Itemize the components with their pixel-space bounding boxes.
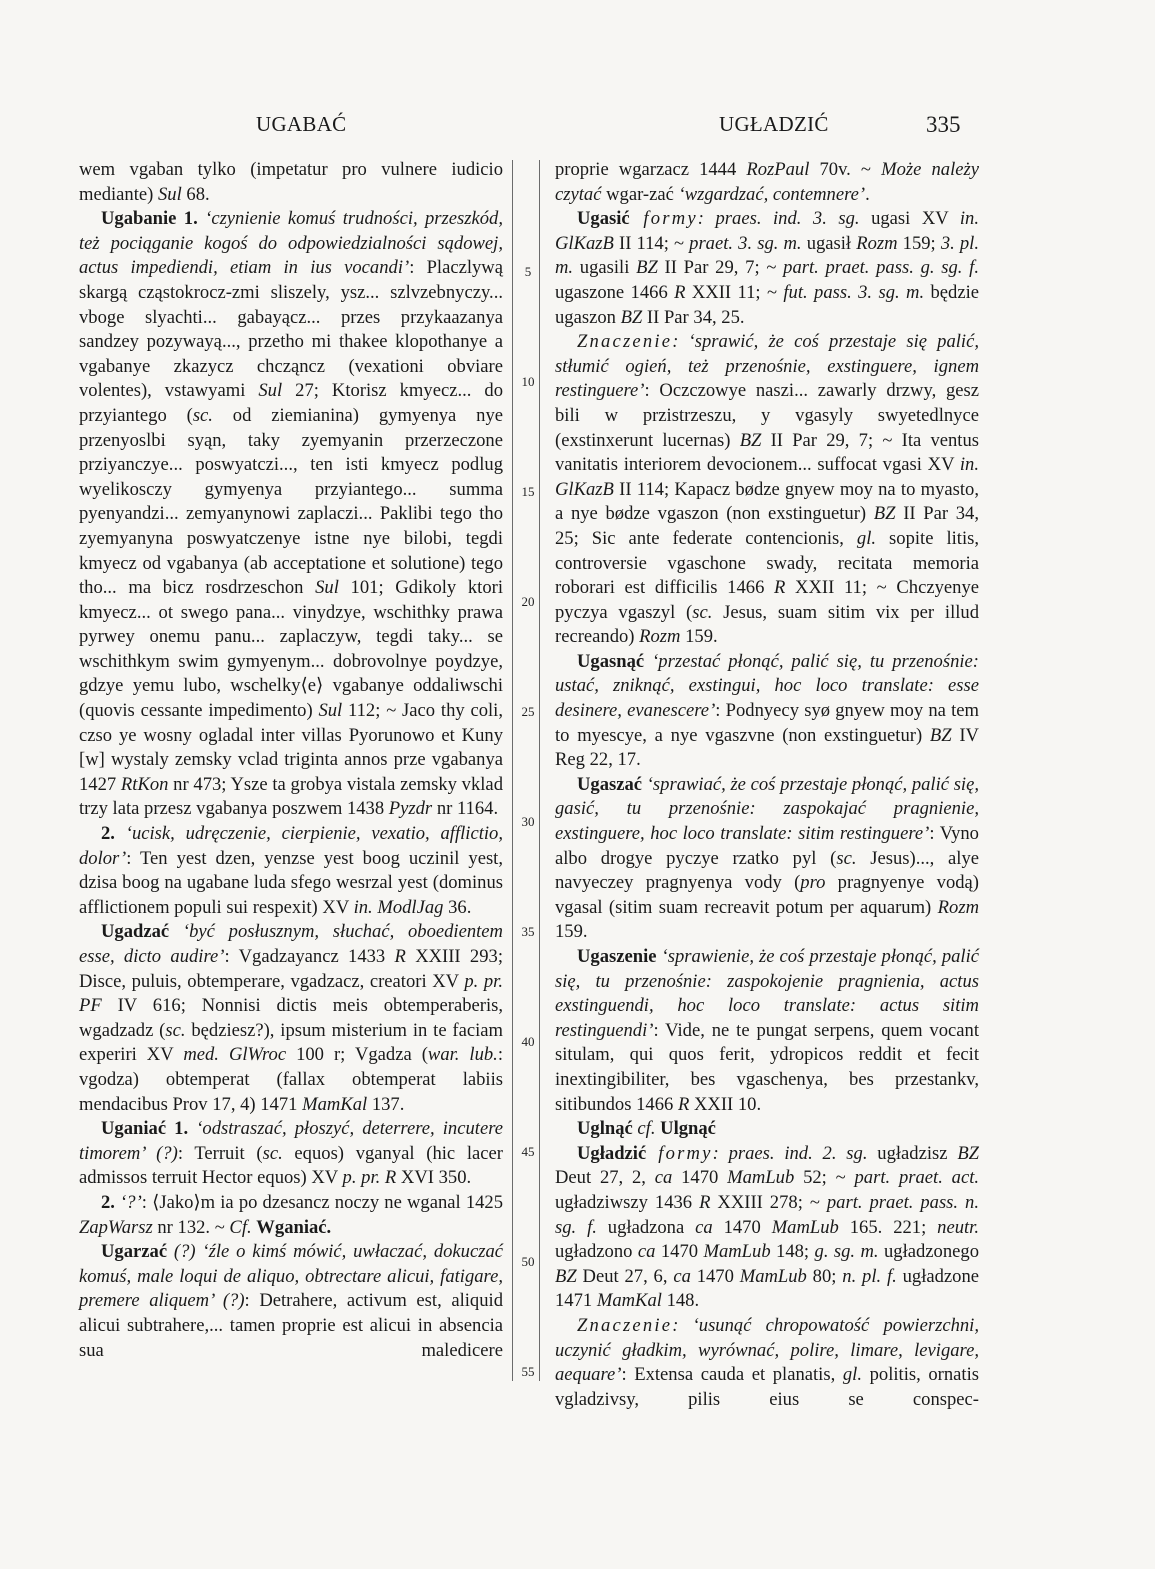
cross-reference: Ulgnąć <box>655 1118 716 1140</box>
line-number: 20 <box>521 594 535 609</box>
entry-ugabanie-sense-2: 2. ‘ucisk, udręczenie, cierpienie, vexatio, afflictio, dolor’: Ten yest dzen, yenzse yest boog uczinil yest, dzisa boog na ugabane luda sfego wesrzal yest (dominus afflictionem populi sui respexit) XV in. ModlJag 36. <box>79 823 503 918</box>
entry-ugaszenie: Ugaszenie ‘sprawienie, że coś przestaje płonąć, palić się, tu przenośnie: zaspokojenie pragnienia, actus exstinguendi, hoc loco translate: actus sitim restinguendi’: Vide, ne te pungat serpens, quem vocant situlam, qui quos ferit, ydropicos reddit et fecit inextingibiliter, bes vgaschenya, bes przestankv, sitibundos 1466 R XXII 10. <box>555 946 979 1115</box>
entry-ugabanie: Ugabanie 1. ‘czynienie komuś trudności, przeszkód, też pociąganie kogoś do odpowiedzialności sądowej, actus impediendi, etiam in ius vocandi’: Placzlywą skargą cząstokrocz-zmi sliszely, ysz... szlvzebnyczy... vboge slyachti... gabayącz... przes przykaazanya sandzey pozywayą..., przetho mi thakee klopothanye a vgabanye zkazycz chcząncz (vexationi obviare volentes), vstawyami Sul 27; Ktorisz kmyecz... do przyiantego (sc. od ziemianina) gymyenya nye przenyoslbi syąn, taky zyemyanin przerzeczone prziyanczye... poswyatczi..., ten isti kmyecz podlug wyelikosczy gymyenya przyiantego... summa pyenyandzi... zemyanynowi zaplaczi... Paklibi tego tho zyemyanyna poswyatczenye istne nye bilobi, tegdi kmyecz od vgabanya (ab acceptatione et solutione) tego tho... ma bicz rosdrzeschon Sul 101; Gdikoly ktori kmyecz... ot swego pana... vinydzye, wschithky prawa pyrwey onemu panu... zaplaczyw, tegdi taky... se wschithkym swim gymyenym... dobrovolnye poydzye, gdzye yemu lubo, wschelky⟨e⟩ vgabanye oddaliwschi (quovis cessante impedimento) Sul 112; ~ Jaco thy coli, czso ye wosny ogladal inter villas Pyorunowo et Kuny [w] wystaly zemsky vclad triginta annos prze vgabanya 1427 RtKon nr 473; Ysze ta grobya vistala zemsky vklad trzy lata przesz vgabanya poszwem 1438 Pyzdr nr 1164. <box>79 208 504 820</box>
line-number: 5 <box>524 264 532 279</box>
entry-ugasnac: Ugasnąć ‘przestać płonąć, palić się, tu przenośnie: ustać, zniknąć, exstingui, hoc loco translate: esse desinere, evanescere’: Podnyecy syø gnyew moy na tem to myescye, a nye vgaszvne (non exstinguetur) BZ IV Reg 22, 17. <box>555 650 979 771</box>
line-number: 45 <box>521 1144 535 1159</box>
line-number: 25 <box>521 704 535 719</box>
headword: Ugadzać <box>101 921 170 943</box>
headword: Ugaszać <box>577 773 643 795</box>
definition: (?) ‘źle o kimś mówić, uwłaczać, dokuczać komuś, male loqui de aliquo, obtrectare alicui, fatigare, premere aliquem’ (?) <box>79 1241 503 1312</box>
entry-ugladzic-forms: Ugładzić formy: praes. ind. 2. sg. ugładzisz BZ Deut 27, 2, ca 1470 MamLub 52; ~ part. praet. act. ugładziwszy 1436 R XXIII 278; ~ part. praet. pass. n. sg. f. ugładzona ca 1470 MamLub 165. 221; neutr. ugładzono ca 1470 MamLub 148; g. sg. m. ugładzonego BZ Deut 27, 6, ca 1470 MamLub 80; n. pl. f. ugładzone 1471 MamKal 148. <box>555 1142 980 1312</box>
definition: ‘czynienie komuś trudności, przeszkód, też pociąganie kogoś do odpowiedzialności sądowej, actus impediendi, etiam in ius vocandi’ <box>79 208 504 279</box>
entry-uganiac: Uganiać 1. ‘odstraszać, płoszyć, deterrere, incutere timorem’ (?): Terruit (sc. equos) vganyal (hic lacer admissos terruit Hector equos) XV p. pr. R XVI 350. <box>79 1118 503 1189</box>
entry-ugadzac: Ugadzać ‘być posłusznym, słuchać, oboedientem esse, dicto audire’: Vgadzayancz 1433 R XXIII 293; Disce, puluis, obtemperare, vgadzacz, creatori XV p. pr. PF IV 616; Nonnisi dictis meis obtemperaberis, wgadzadz (sc. będziesz?), ipsum misterium in te faciam experiri XV med. GlWroc 100 r; Vgadza (war. lub.: vgodza) obtemperat (fallax obtemperat labiis mendacibus Prov 17, 4) 1471 MamKal 137. <box>79 921 504 1115</box>
right-column <box>555 158 979 1412</box>
definition: ‘sprawiać, że coś przestaje płonąć, palić się, gasić, tu przenośnie: zaspokajać pragnienie, exstinguere, hoc loco translate: sitim restinguere’ <box>555 773 979 845</box>
headword: Ugładzić <box>577 1142 647 1164</box>
line-number: 55 <box>521 1364 535 1379</box>
entry-continuation: wem vgaban tylko (impetatur pro vulnere iudicio mediante) Sul 68. <box>79 159 503 205</box>
entry-uganiac-sense-2: 2. ‘?’: ⟨Jako⟩m ia po dzesancz noczy ne wganal 1425 ZapWarsz nr 132. ~ Cf. Wganiać. <box>79 1191 504 1238</box>
running-head-left: UGABAĆ <box>256 112 347 136</box>
headword: Uganiać <box>101 1118 167 1140</box>
column-rule-left <box>512 160 513 1381</box>
line-number: 15 <box>521 484 535 499</box>
line-number: 50 <box>521 1254 535 1269</box>
entry-ugladzic-meaning: Znaczenie: ‘usunąć chropowatość powierzchni, uczynić gładkim, wyrównać, polire, limare, levigare, aequare’: Extensa cauda et planatis, gl. politis, ornatis vgladzivsy, pilis eius se conspec- <box>555 1314 979 1410</box>
line-number: 40 <box>521 1034 535 1049</box>
running-head-right: UGŁADZIĆ <box>719 112 829 136</box>
headword: Ugarzać <box>101 1241 168 1263</box>
column-rule-right <box>539 160 540 1381</box>
definition: ‘być posłusznym, słuchać, oboedientem esse, dicto audire’ <box>79 921 503 967</box>
definition: ‘przestać płonąć, palić się, tu przenośnie: ustać, zniknąć, exstingui, hoc loco translate: esse desinere, evanescere’ <box>555 650 979 722</box>
definition: ‘ucisk, udręczenie, cierpienie, vexatio, afflictio, dolor’ <box>79 823 503 869</box>
line-number: 35 <box>521 924 535 939</box>
headword: Uglnąć <box>577 1118 633 1140</box>
entry-ugasic-forms: Ugasić formy: praes. ind. 3. sg. ugasi XV in. GlKazB II 114; ~ praet. 3. sg. m. ugasił Rozm 159; 3. pl. m. ugasili BZ II Par 29, 7; ~ part. praet. pass. g. sg. f. ugaszone 1466 R XXII 11; ~ fut. pass. 3. sg. m. będzie ugaszon BZ II Par 34, 25. <box>555 208 980 328</box>
page-number: 335 <box>926 112 961 137</box>
definition: ‘?’ <box>120 1191 142 1213</box>
definition: ‘odstraszać, płoszyć, deterrere, incutere timorem’ (?) <box>79 1118 503 1164</box>
entry-ugasic-meaning: Znaczenie: ‘sprawić, że coś przestaje się palić, stłumić ogień, też przenośnie, exstinguere, ignem restinguere’: Oczczowye naszi... zawarly drzwy, gesz bili w przistrzeszu, y vgasyly swyetedlnyce (exstinxerunt lucernas) BZ II Par 29, 7; ~ Ita ventus vanitatis interiorem devocionem... suffocat vgasi XV in. GlKazB II 114; Kapacz bødze gnyew moy na to myasto, a nye bødze vgaszon (non exstinguetur) BZ II Par 34, 25; Sic ante federate contencionis, gl. sopite litis, controversie vgaschone swady, recitata memoria roborari est difficilis 1466 R XXII 11; ~ Chczyenye pyczya vgaszyl (sc. Jesus, suam sitim vix per illud recreando) Rozm 159. <box>555 331 980 648</box>
definition: : ‘sprawić, że coś przestaje się palić, stłumić ogień, też przenośnie, exstinguere, ignem restinguere’ <box>555 331 979 402</box>
line-number: 30 <box>521 814 535 829</box>
left-column <box>79 158 503 1363</box>
entry-ugaszac: Ugaszać ‘sprawiać, że coś przestaje płonąć, palić się, gasić, tu przenośnie: zaspokajać pragnienie, exstinguere, hoc loco translate: sitim restinguere’: Vyno albo drogye pyczye rzatko pyl (sc. Jesus)..., alye navyeczey pragnyenya vody (pro pragnyenye vodą) vgasal (sitim suam recreavit potum per aquarum) Rozm 159. <box>555 773 979 943</box>
definition: ‘sprawienie, że coś przestaje płonąć, palić się, tu przenośnie: zaspokojenie pragnienia, actus exstinguendi, hoc loco translate: actus sitim restinguendi’ <box>555 946 979 1041</box>
entry-uglnac: Uglnąć cf. Ulgnąć <box>577 1118 716 1140</box>
cross-reference: Wganiać. <box>256 1216 332 1238</box>
entry-continuation: proprie wgarzacz 1444 RozPaul 70v. ~ Może należy czytać wgar-zać ‘wzgardzać, contemnere’. <box>555 159 979 205</box>
headword: Ugabanie <box>101 208 177 230</box>
line-number: 10 <box>521 374 535 389</box>
entry-ugarzac: Ugarzać (?) ‘źle o kimś mówić, uwłaczać, dokuczać komuś, male loqui de aliquo, obtrectare alicui, fatigare, premere aliquem’ (?): Detrahere, activum est, aliquid alicui subtrahere,... tamen proprie est alicui in absencia sua maledicere <box>79 1241 503 1361</box>
headword: Ugaszenie <box>577 946 657 967</box>
headword: Ugasić <box>577 208 630 230</box>
definition: : ‘usunąć chropowatość powierzchni, uczynić gładkim, wyrównać, polire, limare, levigare, aequare’ <box>555 1314 979 1386</box>
headword: Ugasnąć <box>577 650 645 672</box>
